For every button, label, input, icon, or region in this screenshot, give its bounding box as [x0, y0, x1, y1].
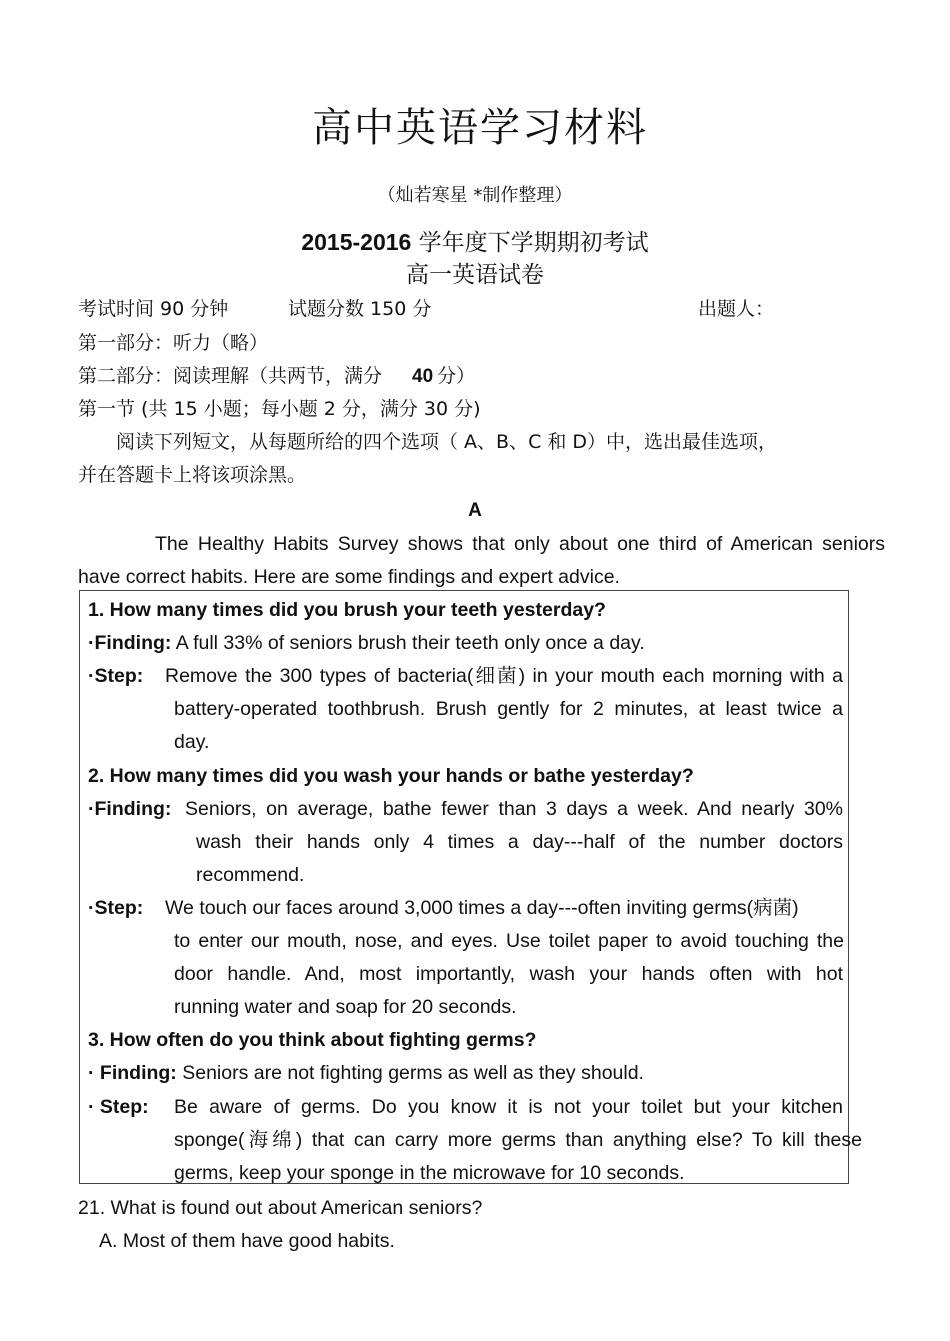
exam-year-number: 2015-2016: [301, 229, 412, 255]
step-1-line-2: battery-operated toothbrush. Brush gently for 2 minutes, at least twice a: [174, 698, 843, 720]
finding-2-line-3: recommend.: [196, 864, 305, 886]
exam-year-text: 学年度下学期期初考试: [411, 230, 649, 256]
step-3-line-3: germs, keep your sponge in the microwave for 10 seconds.: [174, 1162, 685, 1184]
step-label: ·Step:: [88, 665, 144, 687]
part2-prefix: 第二部分：阅读理解（共两节，满分: [78, 365, 383, 387]
passage-letter: A: [468, 500, 482, 521]
step-2-line-3: door handle. And, most importantly, wash your hands often with hot: [174, 963, 843, 985]
step-1-line-1: Remove the 300 types of bacteria(细菌) in your mouth each morning with a: [165, 665, 843, 687]
step-3-line-2: sponge(海绵) that can carry more germs than anything else? To kill these: [174, 1129, 862, 1151]
finding-3: [88, 1060, 644, 1086]
step-2-line-2: to enter our mouth, nose, and eyes. Use toilet paper to avoid touching the: [174, 930, 844, 952]
exam-score: 试题分数 150 分: [288, 298, 432, 320]
finding-label: ·Finding:: [88, 798, 172, 820]
question-21-option-a: A. Most of them have good habits.: [99, 1230, 395, 1252]
exam-time: 考试时间 90 分钟: [78, 298, 229, 320]
finding-2-line-1: Seniors, on average, bathe fewer than 3 days a week. And nearly 30%: [185, 798, 843, 820]
finding-text: Seniors are not fighting germs as well as they should.: [182, 1062, 644, 1084]
finding-2-line-2: wash their hands only 4 times a day---half of the number doctors: [196, 831, 843, 853]
main-title: 高中英语学习材料: [312, 105, 648, 151]
exam-author: 出题人：: [698, 298, 775, 320]
instruction-line-1: 阅读下列短文，从每题所给的四个选项（ A、B、C 和 D）中，选出最佳选项，: [116, 431, 778, 453]
finding-1: [88, 630, 645, 656]
passage-intro-line-2: have correct habits. Here are some findings and expert advice.: [78, 566, 620, 588]
step-3-line-1: Be aware of germs. Do you know it is not your toilet but your kitchen: [174, 1096, 843, 1118]
step-label: ·Step:: [88, 897, 144, 919]
part2-score: 40: [412, 366, 434, 387]
survey-question-2: 2. How many times did you wash your hands or bathe yesterday?: [88, 765, 694, 787]
instruction-line-2: 并在答题卡上将该项涂黑。: [78, 464, 307, 486]
part2-suffix: 分）: [437, 365, 476, 387]
step-2-line-4: running water and soap for 20 seconds.: [174, 996, 517, 1018]
passage-intro-line-1: The Healthy Habits Survey shows that only about one third of American seniors: [155, 533, 885, 555]
finding-text: A full 33% of seniors brush their teeth only once a day.: [175, 632, 645, 654]
survey-question-3: 3. How often do you think about fighting germs?: [88, 1029, 537, 1051]
exam-year-heading: [0, 226, 950, 259]
part2-heading: [78, 363, 475, 390]
survey-question-1: 1. How many times did you brush your teeth yesterday?: [88, 599, 606, 621]
finding-label: ·Finding:: [88, 632, 172, 654]
finding-label: · Finding:: [88, 1062, 177, 1084]
paper-title: 高一英语试卷: [406, 262, 544, 288]
subtitle: （灿若寒星 *制作整理）: [377, 185, 573, 206]
step-1-line-3: day.: [174, 731, 210, 753]
question-21-stem: 21. What is found out about American seniors?: [78, 1197, 483, 1219]
step-2-line-1: We touch our faces around 3,000 times a day---often inviting germs(病菌): [165, 897, 799, 919]
section1-heading: 第一节 (共 15 小题；每小题 2 分，满分 30 分): [78, 398, 481, 420]
step-label: · Step:: [88, 1096, 149, 1118]
part1-heading: 第一部分：听力（略）: [78, 332, 269, 354]
